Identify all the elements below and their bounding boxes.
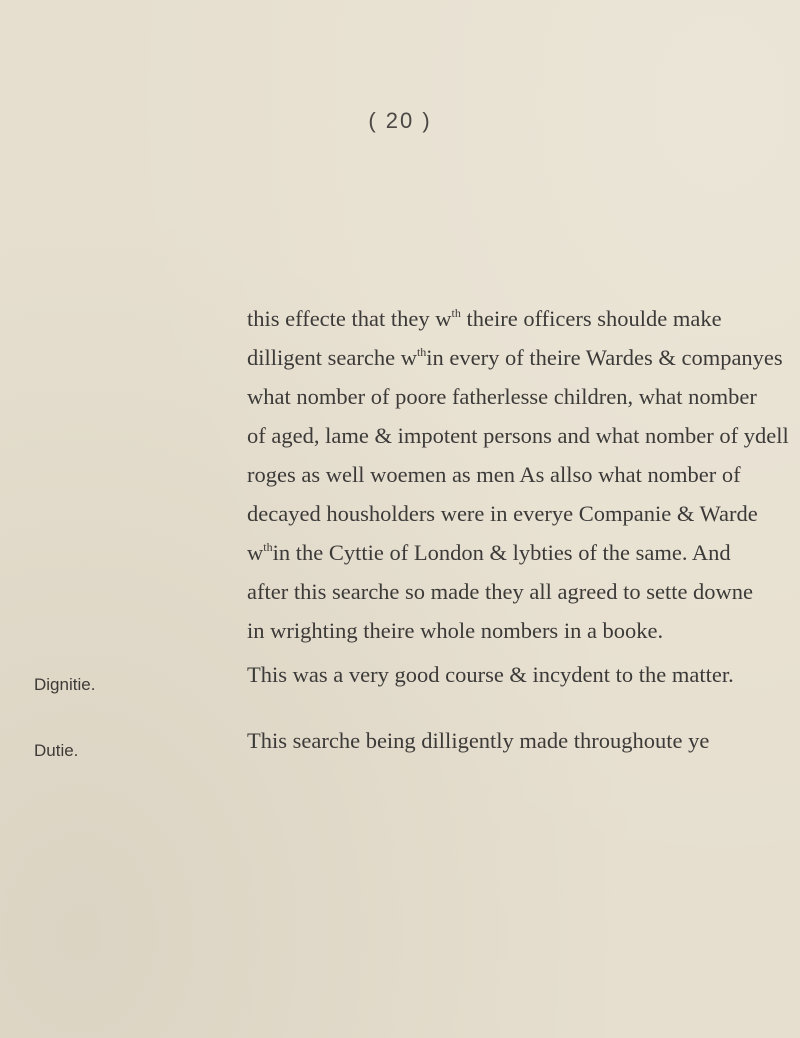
page-number: ( 20 )	[368, 108, 432, 133]
text-line: This was a very good course & incydent to the matter.	[247, 662, 734, 687]
text-line: decayed housholders were in everye Companie & Warde	[247, 501, 758, 526]
text-line: after this searche so made they all agreed to sette downe	[247, 579, 754, 604]
text-line: in wrighting theire whole nombers in a booke.	[247, 618, 664, 643]
text-line: $w^{th}in$ the Cyttie of London & lybties of the same. And	[247, 540, 731, 565]
margin-note-dignitie: Dignitie.	[34, 675, 96, 694]
text-line: dilligent searche $w^{th}in$ every of theire Wardes & companyes	[247, 345, 783, 370]
margin-note-dutie: Dutie.	[34, 741, 79, 760]
text-line: of aged, lame & impotent persons and what nomber of ydell	[247, 423, 789, 448]
text-line: what nomber of poore fatherlesse children, what nomber	[247, 384, 757, 409]
text-line: This searche being dilligently made throughoute ye	[247, 728, 710, 753]
text-line: roges as well woemen as men As allso what nomber of	[247, 462, 741, 487]
text-line: this effecte that they $w^{th}$ theire officers shoulde make	[247, 306, 722, 331]
